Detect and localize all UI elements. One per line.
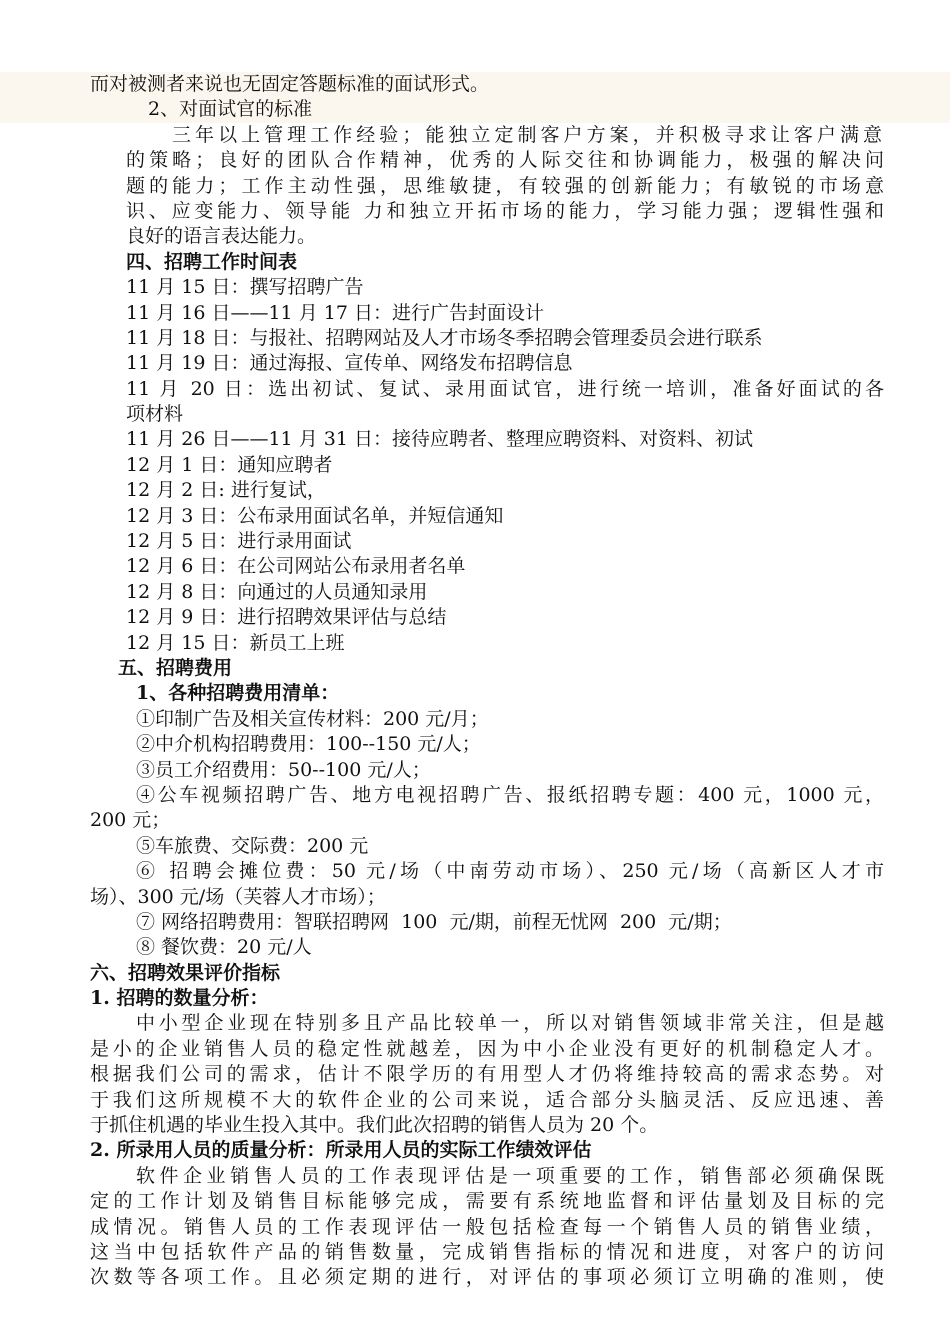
line-text: 三年以上管理工作经验；能独立定制客户方案，并积极寻求让客户满意 xyxy=(172,123,882,146)
text-line xyxy=(0,148,950,173)
line-text: ⑥ 招聘会摊位费：50 元/场（中南劳动市场）、250 元/场（高新区人才市 xyxy=(136,860,884,883)
line-text: ⑤车旅费、交际费：200 元 xyxy=(136,834,369,857)
line-text: 这当中包括软件产品的销售数量，完成销售指标的情况和进度，对客户的访问 xyxy=(90,1240,884,1263)
line-text: 11 月 16 日——11 月 17 日：进行广告封面设计 xyxy=(126,301,544,324)
line-text: 11 月 15 日：撰写招聘广告 xyxy=(126,276,364,299)
text-line xyxy=(0,174,950,199)
text-line xyxy=(0,1088,950,1113)
line-text: 12 月 3 日：公布录用面试名单，并短信通知 xyxy=(126,504,504,527)
schedule-item xyxy=(0,301,950,326)
line-text: ③员工介绍费用：50--100 元/人； xyxy=(136,758,431,781)
line-text: 11 月 19 日：通过海报、宣传单、网络发布招聘信息 xyxy=(126,352,573,375)
text-line xyxy=(0,224,950,249)
section-heading xyxy=(0,961,950,986)
line-text: 12 月 5 日：进行录用面试 xyxy=(126,530,352,553)
subheading xyxy=(0,681,950,706)
schedule-item xyxy=(0,427,950,452)
schedule-item xyxy=(0,326,950,351)
line-text: ②中介机构招聘费用：100--150 元/人； xyxy=(136,733,481,756)
text-line xyxy=(0,1240,950,1265)
line-text: 软件企业销售人员的工作表现评估是一项重要的工作，销售部必须确保既 xyxy=(136,1164,884,1187)
cost-item-continuation xyxy=(0,808,950,833)
line-text: 于我们这所规模不大的软件企业的公司来说，适合部分头脑灵活、反应迅速、善 xyxy=(90,1088,884,1111)
line-text: ⑦ 网络招聘费用：智联招聘网 100 元/期，前程无忧网 200 元/期； xyxy=(136,910,732,933)
line-text: 11 月 26 日——11 月 31 日：接待应聘者、整理应聘资料、对资料、初试 xyxy=(126,428,753,451)
schedule-item xyxy=(0,504,950,529)
line-text: 12 月 15 日：新员工上班 xyxy=(126,631,345,654)
line-text: ①印制广告及相关宣传材料：200 元/月； xyxy=(136,707,489,730)
line-text: 是小的企业销售人员的稳定性就越差，因为中小企业没有更好的机制稳定人才。 xyxy=(90,1037,884,1060)
line-text: 1、各种招聘费用清单： xyxy=(136,682,340,705)
text-line xyxy=(0,72,950,97)
cost-item-continuation xyxy=(0,885,950,910)
text-line xyxy=(0,1113,950,1138)
subheading xyxy=(0,97,950,122)
schedule-item-continuation xyxy=(0,402,950,427)
line-text: ⑧ 餐饮费：20 元/人 xyxy=(136,936,312,959)
line-text: 项材料 xyxy=(126,403,184,426)
cost-item xyxy=(0,732,950,757)
line-text: 11 月 20 日：选出初试、复试、录用面试官，进行统一培训，准备好面试的各 xyxy=(126,377,884,400)
line-text: 12 月 2 日: 进行复试， xyxy=(126,479,326,502)
subheading xyxy=(0,986,950,1011)
text-line xyxy=(0,1265,950,1290)
section-heading xyxy=(0,656,950,681)
cost-item xyxy=(0,910,950,935)
line-text: 11 月 18 日：与报社、招聘网站及人才市场冬季招聘会管理委员会进行联系 xyxy=(126,326,763,349)
text-line xyxy=(0,1062,950,1087)
line-text: 题的能力；工作主动性强，思维敏捷，有较强的创新能力；有敏锐的市场意 xyxy=(126,174,884,197)
line-text: 成情况。销售人员的工作表现评估一般包括检查每一个销售人员的销售业绩， xyxy=(90,1215,884,1238)
text-line xyxy=(0,1189,950,1214)
text-line xyxy=(0,1164,950,1189)
text-line xyxy=(0,1011,950,1036)
cost-item xyxy=(0,859,950,884)
schedule-item xyxy=(0,554,950,579)
line-text: ④公车视频招聘广告、地方电视招聘广告、报纸招聘专题：400 元，1000 元， xyxy=(136,783,884,806)
cost-item xyxy=(0,783,950,808)
cost-item xyxy=(0,707,950,732)
text-line xyxy=(0,199,950,224)
line-text: 于抓住机遇的毕业生投入其中。我们此次招聘的销售人员为 20 个。 xyxy=(90,1114,659,1137)
line-text: 2、对面试官的标准 xyxy=(148,98,313,121)
schedule-item xyxy=(0,478,950,503)
line-text: 中小型企业现在特别多且产品比较单一，所以对销售领域非常关注，但是越 xyxy=(136,1012,884,1035)
line-text: 五、招聘费用 xyxy=(118,656,233,679)
line-text: 200 元； xyxy=(90,809,171,832)
schedule-item xyxy=(0,580,950,605)
line-text: 2. 所录用人员的质量分析：所录用人员的实际工作绩效评估 xyxy=(90,1139,592,1162)
cost-item xyxy=(0,935,950,960)
line-text: 根据我们公司的需求，估计不限学历的有用型人才仍将维持较高的需求态势。对 xyxy=(90,1063,884,1086)
schedule-item xyxy=(0,351,950,376)
text-line xyxy=(0,123,950,148)
line-text: 良好的语言表达能力。 xyxy=(126,225,317,248)
subheading xyxy=(0,1138,950,1163)
line-text: 而对被测者来说也无固定答题标准的面试形式。 xyxy=(90,73,490,95)
schedule-item xyxy=(0,631,950,656)
line-text: 12 月 9 日：进行招聘效果评估与总结 xyxy=(126,606,447,629)
line-text: 次数等各项工作。且必须定期的进行，对评估的事项必须订立明确的准则，使 xyxy=(90,1266,884,1289)
text-line xyxy=(0,1215,950,1240)
line-text: 12 月 1 日：通知应聘者 xyxy=(126,453,333,476)
schedule-item xyxy=(0,453,950,478)
document-body xyxy=(0,72,950,1291)
line-text: 识、应变能力、领导能 力和独立开拓市场的能力，学习能力强；逻辑性强和 xyxy=(126,199,884,222)
line-text: 1. 招聘的数量分析： xyxy=(90,987,269,1010)
line-text: 12 月 6 日：在公司网站公布录用者名单 xyxy=(126,555,466,578)
schedule-item xyxy=(0,605,950,630)
schedule-item xyxy=(0,377,950,402)
schedule-item xyxy=(0,275,950,300)
schedule-item xyxy=(0,529,950,554)
cost-item xyxy=(0,834,950,859)
line-text: 定的工作计划及销售目标能够完成，需要有系统地监督和评估量划及目标的完 xyxy=(90,1190,884,1213)
line-text: 四、招聘工作时间表 xyxy=(126,250,298,273)
line-text: 的策略；良好的团队合作精神，优秀的人际交往和协调能力，极强的解决问 xyxy=(126,149,884,172)
line-text: 12 月 8 日：向通过的人员通知录用 xyxy=(126,580,428,603)
section-heading xyxy=(0,250,950,275)
text-line xyxy=(0,1037,950,1062)
line-text: 六、招聘效果评价指标 xyxy=(90,961,281,984)
line-text: 场）、300 元/场（芙蓉人才市场）； xyxy=(90,885,386,908)
cost-item xyxy=(0,758,950,783)
